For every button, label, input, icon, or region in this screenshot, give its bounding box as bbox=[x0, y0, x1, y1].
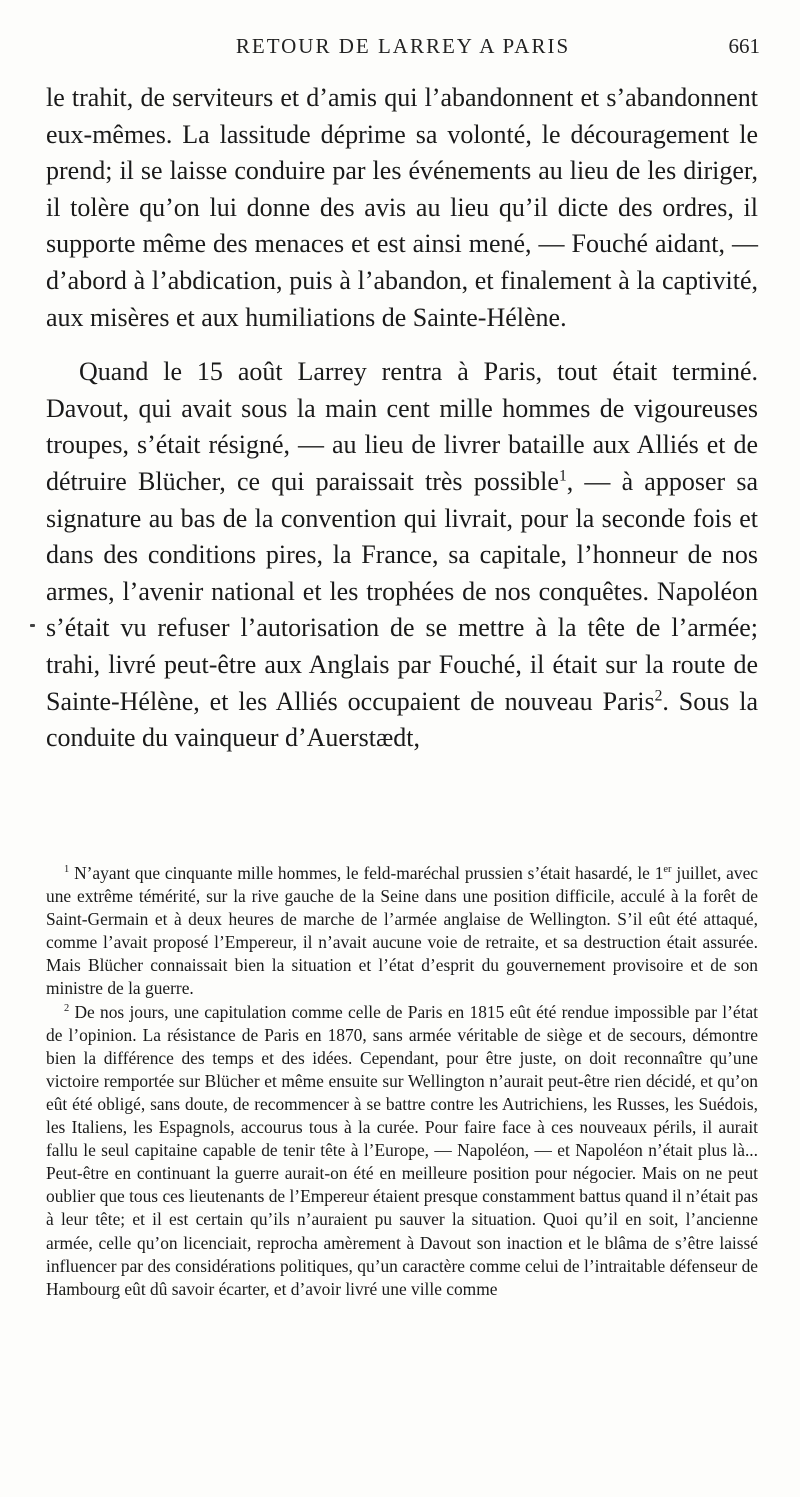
footnote-1-text-b: juillet, avec une extrême témérité, sur la rive gauche de la Seine dans une position difficile, acculé à la forêt de Saint-Germain et à deux heures de marche de l’armée anglaise de Wellington. S’il eût été attaqué, comme l’avait proposé l’Empereur, il n’avait aucune voie de retraite, et sa destruction était assurée. Mais Blücher connaissait bien la situation et l’état d’esprit du gouvernement provisoire et de son ministre de la guerre. bbox=[46, 863, 759, 999]
paragraph-larrey-return bbox=[46, 354, 758, 757]
footnote-1 bbox=[46, 862, 758, 1001]
footnote-2 bbox=[46, 1001, 758, 1301]
footnote-2-marker: 2 bbox=[64, 1002, 70, 1014]
footnote-2-text: De nos jours, une capitulation comme celle de Paris en 1815 eût été rendue impossible par l’état de l’opinion. La résistance de Paris en 1870, sans armée véritable de siège et de secours, démontre bien la différence des temps et des idées. Cependant, pour être juste, on doit reconnaître qu’une victoire remportée sur Blücher et même ensuite sur Wellington n’aurait peut-être rien décidé, et qu’on eût été obligé, sans doute, de recommencer à se battre contre les Autrichiens, les Russes, les Suédois, les Italiens, les Espagnols, accourus tous à la curée. Pour faire face à ces nouveaux périls, il aurait fallu le seul capitaine capable de tenir tête à l’Europe, — Napoléon, — et Napoléon n’était plus là... Peut-être en continuant la guerre aurait-on été en meilleure position pour négocier. Mais on ne peut oublier que tous ces lieutenants de l’Empereur étaient presque constamment battus quand il n’était pas à leur tête; et il est certain qu’ils n’auraient pu sauver la situation. Quoi qu’il en soit, l’ancienne armée, celle qu’on licenciait, reprocha amèrement à Davout son inaction et le blâma de s’être laissé influencer par des considérations politiques, qu’un caractère comme celui de l’intraitable défenseur de Hambourg eût dû savoir écarter, et d’avoir livré une ville comme bbox=[46, 1001, 758, 1299]
running-head bbox=[46, 34, 760, 64]
footnote-1-marker: 1 bbox=[64, 864, 70, 876]
paragraph-1-text: le trahit, de serviteurs et d’amis qui l’abandonnent et s’abandonnent eux-mêmes. La lassitude déprime sa volonté, le découragement le prend; il se laisse conduire par les événements au lieu de les diriger, il tolère qu’on lui donne des avis au lieu qu’il dicte des ordres, il supporte même des menaces et est ainsi mené, — Fouché aidant, — d’abord à l’abdication, puis à l’abandon, et finalement à la captivité, aux misères et aux humiliations de Sainte-Hélène. bbox=[46, 83, 758, 332]
footnote-1-ordinal: er bbox=[663, 864, 672, 876]
running-title: RETOUR DE LARREY A PARIS bbox=[235, 34, 571, 58]
footnotes bbox=[46, 862, 758, 1301]
footnote-ref-2: 2 bbox=[654, 686, 663, 704]
paragraph-2-part-a: Quand le 15 août Larrey rentra à Paris, tout était terminé. Davout, qui avait sous la main cent mille hommes de vigoureuses troupes, s’était résigné, — au lieu de livrer bataille aux Alliés et de détruire Blücher, ce qui paraissait très possible bbox=[46, 357, 758, 496]
paragraph-2-part-c: . Sous la conduite du vainqueur d’Auerstædt, bbox=[46, 686, 759, 753]
page-number: 661 bbox=[728, 34, 760, 58]
footnote-1-text-a: N’ayant que cinquante mille hommes, le feld-maréchal prussien s’était hasardé, le 1 bbox=[69, 863, 664, 883]
main-text bbox=[46, 80, 758, 757]
footnote-ref-1: 1 bbox=[558, 467, 567, 485]
margin-mark bbox=[30, 624, 35, 627]
paragraph-2-part-b: , — à apposer sa signature au bas de la convention qui livrait, pour la seconde fois et dans des conditions pires, la France, sa capitale, l’honneur de nos armes, l’avenir national et les trophées de nos conquêtes. Napoléon s’était vu refuser l’autorisation de se mettre à la tête de l’armée; trahi, livré peut-être aux Anglais par Fouché, il était sur la route de Sainte-Hélène, et les Alliés occupaient de nouveau Paris bbox=[46, 466, 759, 716]
paragraph-continuation bbox=[46, 80, 758, 336]
